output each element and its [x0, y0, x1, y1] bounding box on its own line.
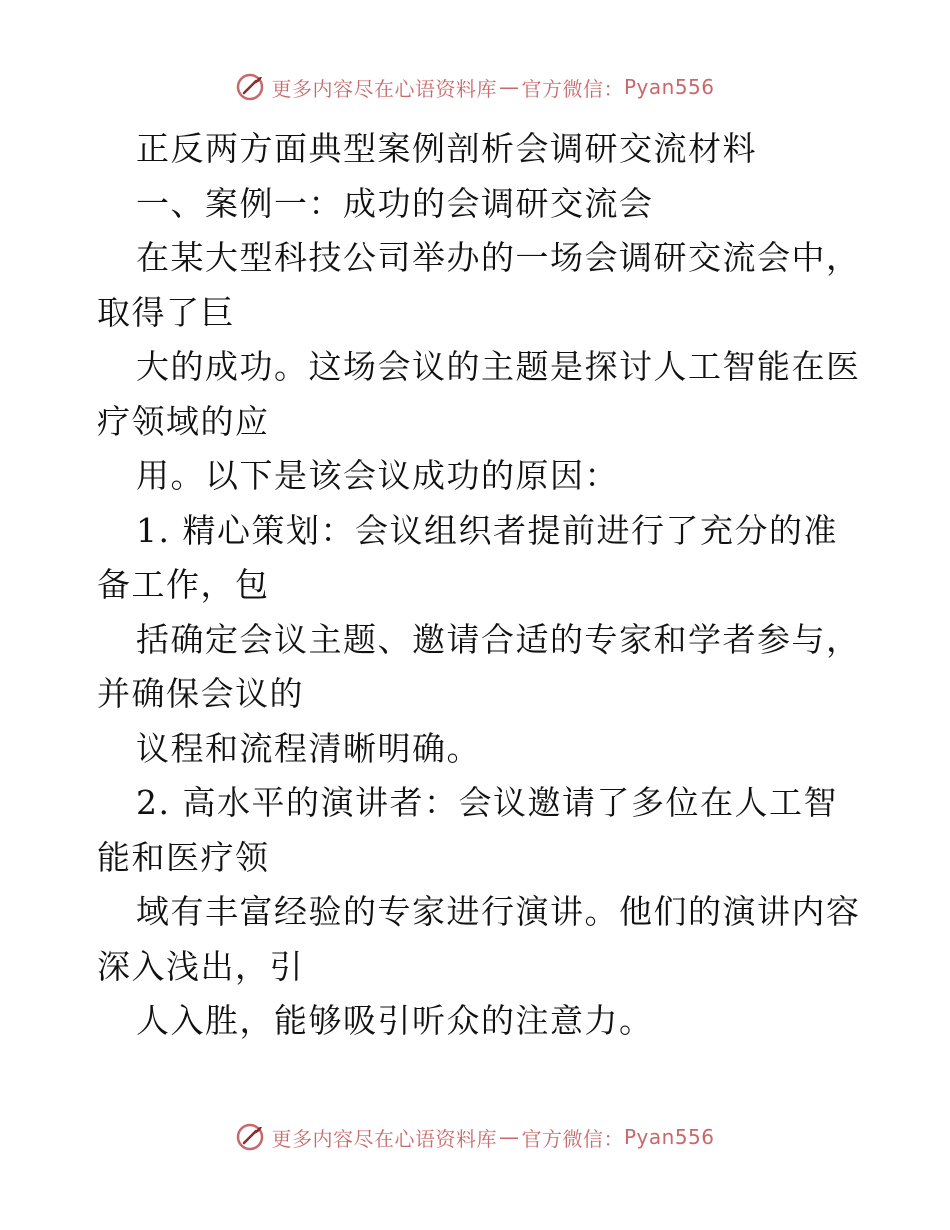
watermark-text: 更多内容尽在心语资料库 [271, 76, 497, 101]
watermark-contact-label: 官方微信： [521, 76, 624, 101]
body-line: 大的成功。这场会议的主题是探讨人工智能在医 [136, 347, 861, 386]
body-line: 括确定会议主题、邀请合适的专家和学者参与， [136, 619, 861, 659]
list-item-2: 2. 高水平的演讲者：会议邀请了多位在人工智 [136, 783, 838, 822]
body-line: 议程和流程清晰明确。 [136, 728, 481, 768]
watermark-separator: — [498, 1125, 520, 1149]
footer-watermark [0, 1122, 950, 1152]
watermark-text: 更多内容尽在心语资料库 [271, 1126, 497, 1151]
body-line: 域有丰富经验的专家进行演讲。他们的演讲内容 [136, 892, 861, 931]
body-line: 在某大型科技公司举办的一场会调研交流会中， [136, 238, 861, 277]
section-heading: 一、案例一：成功的会调研交流会 [136, 183, 654, 223]
body-line: 疗领域的应 [97, 401, 270, 441]
list-item-1: 1. 精心策划：会议组织者提前进行了充分的准 [136, 510, 838, 550]
quill-logo-icon [235, 72, 265, 102]
body-line: 深入浅出，引 [97, 946, 304, 986]
body-line: 用。以下是该会议成功的原因： [136, 456, 619, 495]
watermark-contact-id: Pyan556 [623, 75, 715, 99]
body-line: 备工作，包 [97, 565, 270, 604]
quill-logo-icon [235, 1122, 265, 1152]
body-line: 并确保会议的 [97, 674, 304, 713]
body-line: 取得了巨 [97, 292, 235, 332]
document-title: 正反两方面典型案例剖析会调研交流材料 [136, 129, 757, 168]
body-line: 能和医疗领 [97, 837, 270, 877]
watermark-contact-label: 官方微信： [521, 1126, 624, 1151]
document-body [97, 122, 867, 1049]
body-line: 人入胜，能够吸引听众的注意力。 [136, 1001, 654, 1040]
header-watermark [0, 72, 950, 102]
watermark-contact-id: Pyan556 [623, 1125, 715, 1149]
watermark-separator: — [498, 75, 520, 99]
